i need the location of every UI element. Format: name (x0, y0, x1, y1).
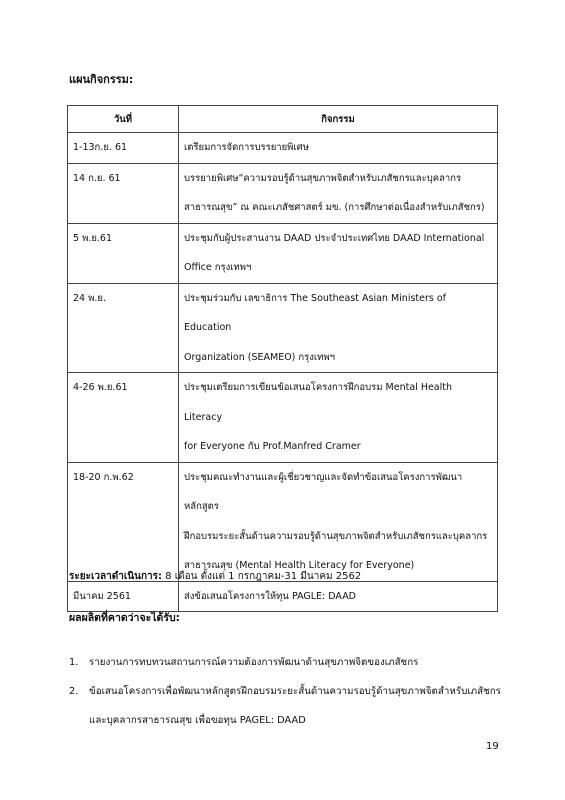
list-item-line: รายงานการทบทวนสถานการณ์ความต้องการพัฒนาด้านสุขภาพจิตของเภสัชกร (89, 657, 419, 668)
header-date: วันที่ (68, 106, 179, 133)
activity-line: บรรยายพิเศษ“ความรอบรู้ด้านสุขภาพจิตสำหรับเภสัชกรและบุคลากร (184, 172, 462, 184)
table-row (68, 373, 498, 463)
row-date: 14 ก.ย. 61 (68, 163, 179, 223)
row-activity (179, 373, 498, 463)
activity-line: เตรียมการจัดการบรรยายพิเศษ (184, 142, 309, 153)
table-row (68, 163, 498, 223)
activity-line: ประชุมเตรียมการเขียนข้อเสนอโครงการฝึกอบรม Mental Health Literacy (184, 382, 453, 423)
row-activity (179, 462, 498, 581)
row-activity (179, 133, 498, 164)
list-item-line: และบุคลากรสาธารณสุข เพื่อขอทุน PAGEL: DAAD (89, 715, 306, 726)
table-header-row (68, 106, 498, 133)
table-row (68, 581, 498, 612)
row-date: 24 พ.ย. (68, 283, 179, 373)
activity-line: Office กรุงเทพฯ (184, 262, 252, 273)
list-number: 1. (69, 657, 79, 668)
activity-line: ฝึกอบรมระยะสั้นด้านความรอบรู้ด้านสุขภาพจิตสำหรับเภสัชกรและบุคลากร (184, 530, 488, 542)
activity-line: สาธารณสุข (Mental Health Literacy for Everyone) (184, 560, 415, 571)
outputs-list (69, 648, 509, 735)
activity-line: for Everyone กับ Prof.Manfred Cramer (184, 441, 361, 452)
table-row (68, 283, 498, 373)
duration-value: 8 เดือน ตั้งแต่ 1 กรกฎาคม-31 มีนาคม 2562 (162, 571, 362, 582)
row-date: 18-20 ก.พ.62 (68, 462, 179, 581)
list-item (69, 677, 509, 735)
activity-line: Organization (SEAMEO) กรุงเทพฯ (184, 351, 335, 363)
row-date: 1-13ก.ย. 61 (68, 133, 179, 164)
activity-line: ส่งข้อเสนอโครงการให้ทุน PAGLE: DAAD (184, 590, 357, 602)
outputs-heading: ผลผลิตที่คาดว่าจะได้รับ: (69, 612, 180, 624)
duration-line (69, 569, 361, 585)
activity-line: สาธารณสุข” ณ คณะเภสัชศาสตร์ มข. (การศึกษาต่อเนื่องสำหรับเภสัชกร) (184, 202, 485, 213)
row-activity (179, 163, 498, 223)
duration-label: ระยะเวลาดำเนินการ: (69, 571, 162, 582)
list-item-line: ข้อเสนอโครงการเพื่อพัฒนาหลักสูตรฝึกอบรมระยะสั้นด้านความรอบรู้ด้านสุขภาพจิตสำหรับเภสัชกร (89, 686, 501, 697)
header-activity: กิจกรรม (179, 106, 498, 133)
table-row (68, 133, 498, 164)
activity-line: ประชุมร่วมกับ เลขาธิการ The Southeast Asian Ministers of Education (184, 292, 447, 333)
activity-plan-table (67, 105, 498, 612)
table-row (68, 223, 498, 283)
activity-line: ประชุมกับผู้ประสานงาน DAAD ประจำประเทศไทย DAAD International (184, 232, 485, 244)
list-item (69, 648, 509, 677)
row-activity (179, 283, 498, 373)
activity-line: ประชุมคณะทำงานและผู้เชี่ยวชาญและจัดทำข้อเสนอโครงการพัฒนาหลักสูตร (184, 471, 463, 512)
table-row (68, 462, 498, 581)
page-number: 19 (486, 741, 499, 752)
row-activity (179, 581, 498, 612)
row-date: 4-26 พ.ย.61 (68, 373, 179, 463)
row-activity (179, 223, 498, 283)
plan-heading: แผนกิจกรรม: (69, 73, 134, 86)
list-number: 2. (69, 686, 79, 697)
row-date: 5 พ.ย.61 (68, 223, 179, 283)
row-date: มีนาคม 2561 (68, 581, 179, 612)
